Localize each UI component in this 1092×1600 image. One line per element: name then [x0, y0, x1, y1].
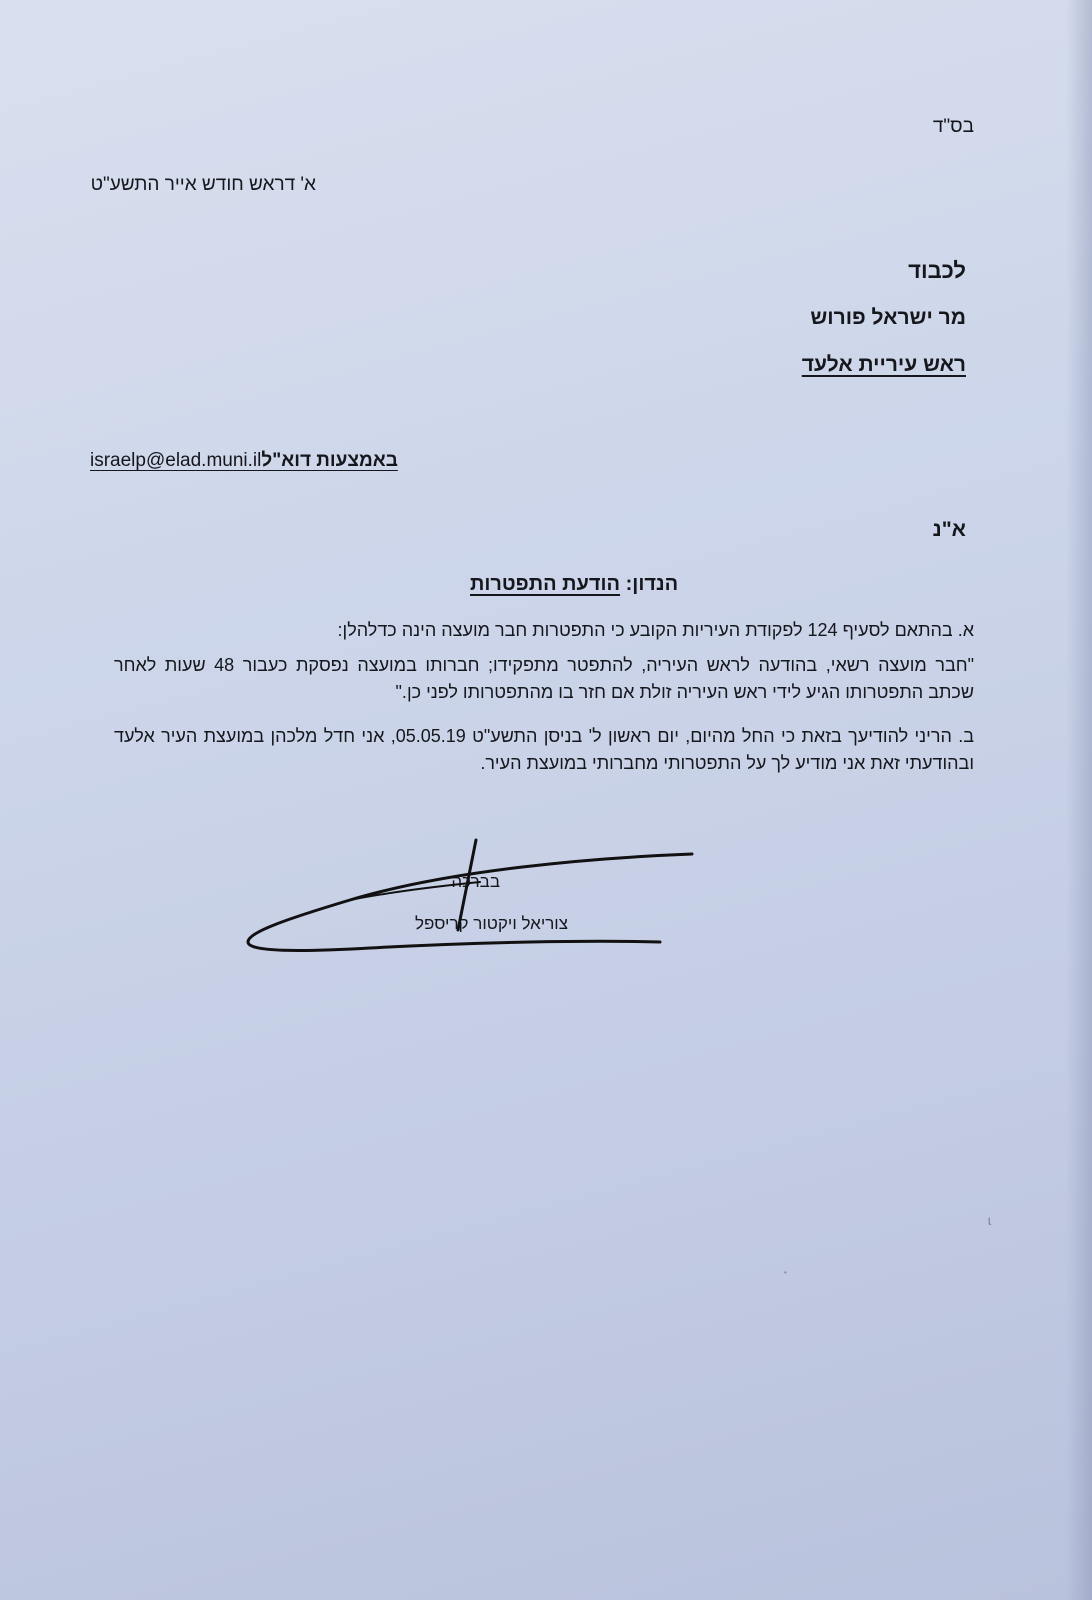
paragraph-a: א. בהתאם לסעיף 124 לפקודת העיריות הקובע כי התפטרות חבר מועצה הינה כדלהלן:	[337, 620, 974, 640]
scan-dot: •	[784, 1268, 787, 1277]
delivery-line	[90, 451, 398, 470]
greeting: א"נ	[932, 518, 966, 541]
recipient-title: ראש עיריית אלעד	[801, 353, 966, 376]
header-mark: בס"ד	[932, 116, 974, 137]
subject-line	[470, 573, 678, 596]
delivery-label: באמצעות דוא"ל	[261, 450, 398, 471]
recipient-name: מר ישראל פורוש	[810, 306, 966, 329]
delivery-email: israelp@elad.muni.il	[90, 450, 262, 471]
closing: בברכה	[451, 872, 500, 891]
subject-text: הודעת התפטרות	[470, 573, 621, 595]
paragraph-b: ב. הריני להודיעך בזאת כי החל מהיום, יום ראשון ל' בניסן התשע"ט 05.05.19, אני חדל מלכהן במועצת העיר אלעד ובהודעתי זאת אני מודיע לך על התפטרותי מחברותי במועצת העיר.	[114, 726, 974, 773]
letter-date: א' דראש חודש אייר התשע"ט	[90, 174, 316, 195]
paragraph-quote: "חבר מועצה רשאי, בהודעה לראש העיריה, להתפטר מתפקידו; חברותו במועצה נפסקת כעבור 48 שעות לאחר שכתב התפטרותו הגיע לידי ראש העיריה זולת אם חזר בו מהתפטרותו לפני כן."	[114, 655, 974, 702]
scan-speck: ɩ	[988, 1212, 992, 1228]
handwritten-signature	[230, 830, 710, 980]
page-edge-shadow	[1066, 0, 1092, 1600]
recipient-salutation: לכבוד	[908, 258, 966, 283]
subject-label: הנדון:	[625, 573, 679, 595]
signer-name: צוריאל ויקטור קריספל	[415, 914, 568, 933]
